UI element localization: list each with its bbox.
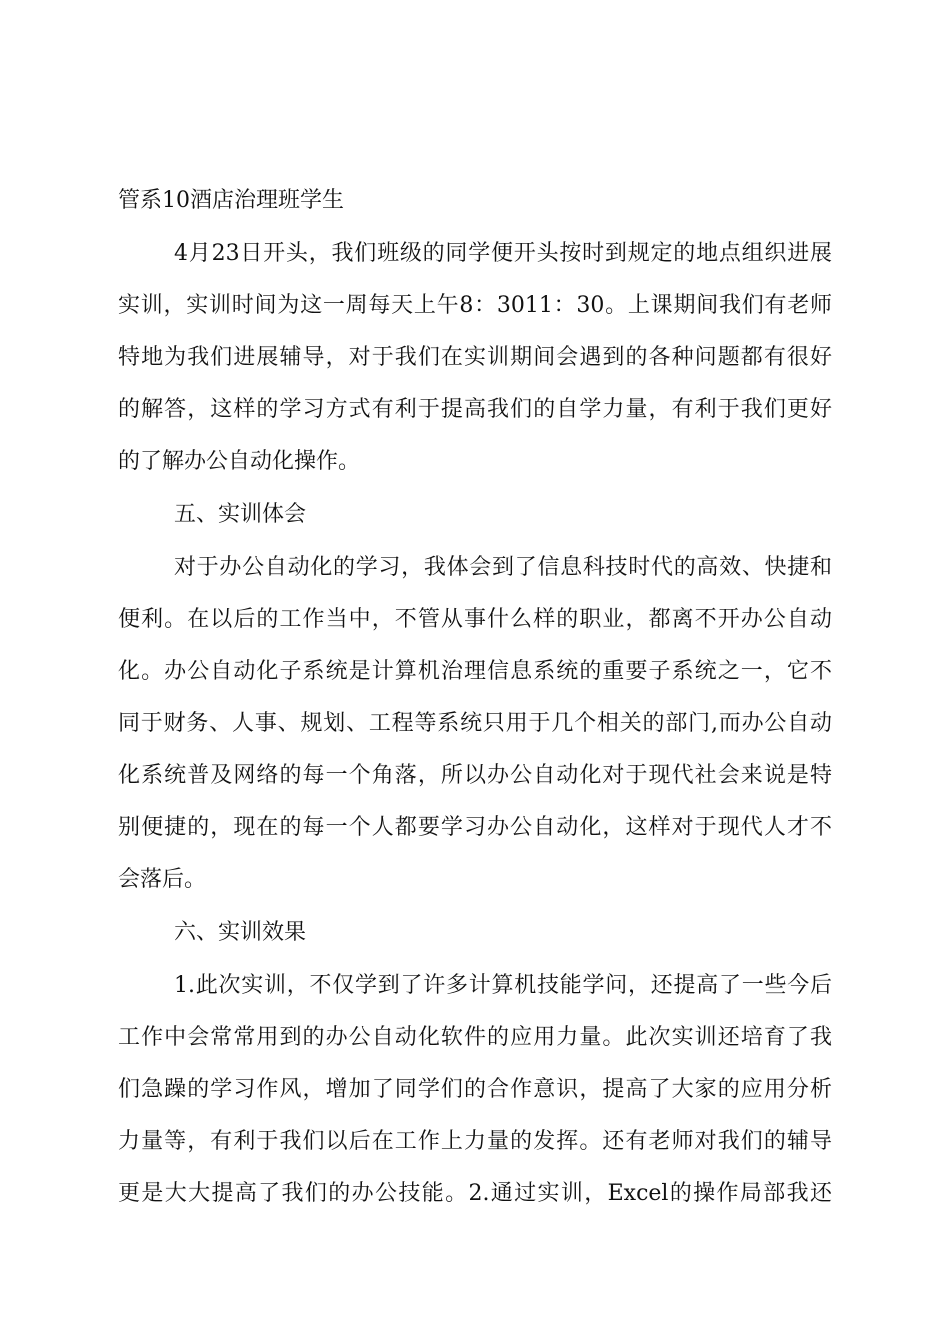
paragraph-line: 1.此次实训，不仅学到了许多计算机技能学问，还提高了一些今后 bbox=[174, 973, 832, 998]
paragraph-line: 的了解办公自动化操作。 bbox=[118, 449, 361, 474]
paragraph-line: 会落后。 bbox=[118, 867, 207, 892]
paragraph-line: 对于办公自动化的学习，我体会到了信息科技时代的高效、快捷和 bbox=[174, 555, 832, 580]
paragraph-line: 的解答，这样的学习方式有利于提高我们的自学力量，有利于我们更好 bbox=[118, 397, 832, 422]
paragraph-line: 便利。在以后的工作当中，不管从事什么样的职业，都离不开办公自动 bbox=[118, 607, 832, 632]
paragraph-line: 力量等，有利于我们以后在工作上力量的发挥。还有老师对我们的辅导 bbox=[118, 1129, 832, 1154]
section-heading: 六、实训效果 bbox=[174, 920, 307, 945]
paragraph-line: 们急躁的学习作风，增加了同学们的合作意识，提高了大家的应用分析 bbox=[118, 1077, 832, 1102]
section-heading: 五、实训体会 bbox=[174, 502, 307, 527]
paragraph-1 bbox=[118, 238, 832, 478]
document-body bbox=[118, 185, 832, 1210]
paragraph-3 bbox=[118, 970, 832, 1210]
paragraph-line: 工作中会常常用到的办公自动化软件的应用力量。此次实训还培育了我 bbox=[118, 1025, 832, 1050]
paragraph-line: 实训，实训时间为这一周每天上午8：3011：30。上课期间我们有老师 bbox=[118, 293, 832, 318]
section-heading-6 bbox=[118, 917, 832, 949]
paragraph-line: 同于财务、人事、规划、工程等系统只用于几个相关的部门,而办公自动 bbox=[118, 711, 832, 736]
paragraph-line: 4月23日开头，我们班级的同学便开头按时到规定的地点组织进展 bbox=[174, 241, 832, 266]
paragraph-line: 化系统普及网络的每一个角落，所以办公自动化对于现代社会来说是特 bbox=[118, 763, 832, 788]
paragraph-line: 特地为我们进展辅导，对于我们在实训期间会遇到的各种问题都有很好 bbox=[118, 345, 832, 370]
paragraph-line: 更是大大提高了我们的办公技能。2.通过实训，Excel的操作局部我还 bbox=[118, 1181, 832, 1206]
paragraph-2 bbox=[118, 552, 832, 896]
paragraph-line: 别便捷的，现在的每一个人都要学习办公自动化，这样对于现代人才不 bbox=[118, 815, 832, 840]
paragraph-line: 化。办公自动化子系统是计算机治理信息系统的重要子系统之一，它不 bbox=[118, 659, 832, 684]
header-line: 管系10酒店治理班学生 bbox=[118, 188, 344, 213]
section-heading-5 bbox=[118, 499, 832, 531]
